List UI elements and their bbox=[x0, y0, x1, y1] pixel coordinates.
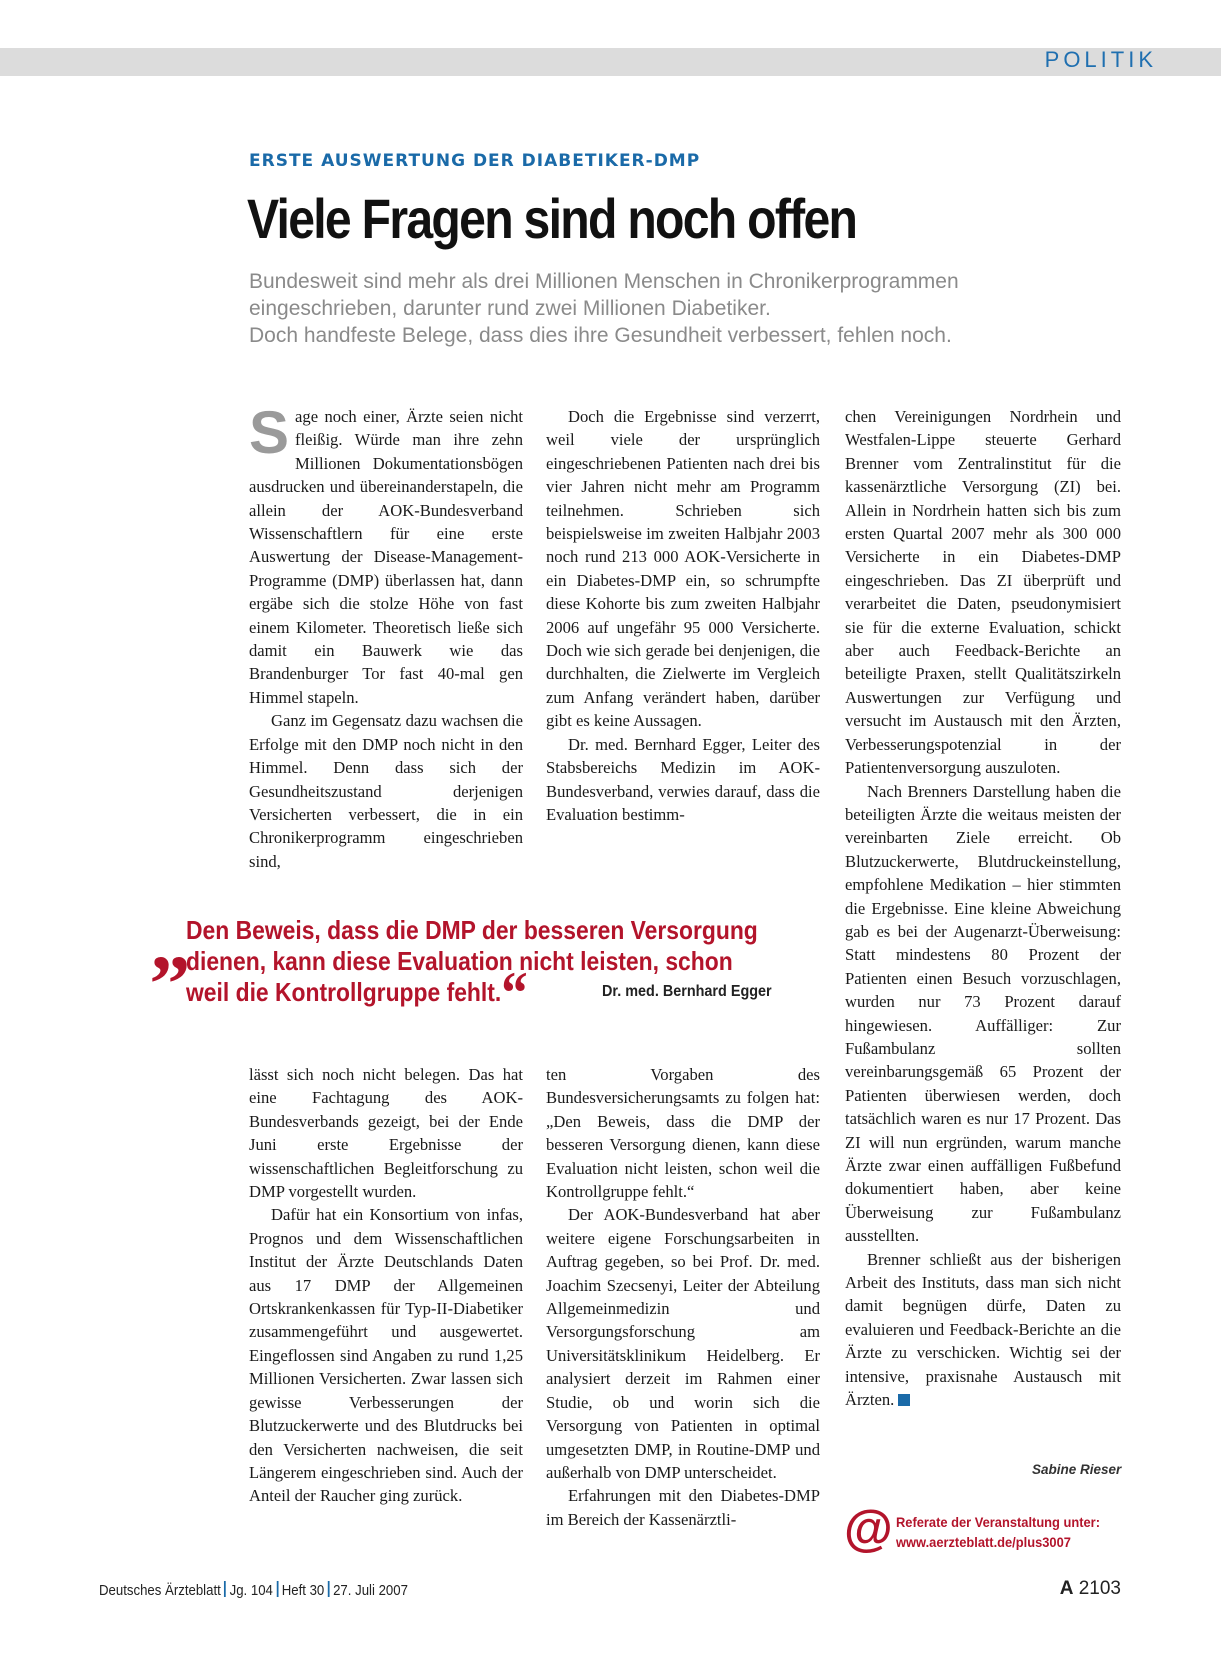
section-label: POLITIK bbox=[1044, 47, 1157, 72]
article-lead bbox=[249, 268, 1149, 349]
paragraph: Erfahrungen mit den Diabetes-DMP im Bereich der Kassenärztli- bbox=[546, 1486, 820, 1529]
drop-cap: S bbox=[249, 405, 290, 466]
lead-line: Doch handfeste Belege, dass dies ihre Gesundheit verbessert, fehlen noch. bbox=[249, 324, 952, 347]
column-2-bottom bbox=[546, 1063, 820, 1531]
paragraph: Dafür hat ein Konsortium von infas, Prognos und dem Wissenschaftlichen Institut der Ärzte Deutschlands Daten aus 17 DMP der Allgemeinen Ortskrankenkassen für Typ-II-Diabetiker zusammengeführt und ausgewertet. Eingeflossen sind Angaben zu rund 1,25 Millionen Versicherten. Zwar lassen sich gewisse Verbesserungen der Blutzuckerwerte und des Blutdrucks bei den Versicherten nachweisen, die seit Längerem eingeschrieben sind. Auch der Anteil der Raucher ging zurück. bbox=[249, 1205, 523, 1506]
section-header-bar bbox=[0, 48, 1221, 76]
paragraph: Ganz im Gegensatz dazu wachsen die Erfolge mit den DMP noch nicht in den Himmel. Denn dass sich der Gesundheitszustand derjenigen Versicherten verbessert, die in ein Chronikerprogramm eingeschrieben sind, bbox=[249, 711, 523, 871]
column-2-top bbox=[546, 405, 820, 875]
pull-quote-line: dienen, kann diese Evaluation nicht leisten, schon bbox=[186, 946, 733, 976]
quote-close-mark: “ bbox=[501, 960, 528, 1026]
reference-label: Referate der Veranstaltung unter: bbox=[896, 1514, 1100, 1530]
column-3 bbox=[845, 405, 1121, 1411]
at-sign-icon: @ bbox=[844, 1500, 893, 1556]
page-number-value: 2103 bbox=[1078, 1578, 1121, 1599]
paragraph bbox=[845, 1248, 1121, 1412]
article-byline: Sabine Rieser bbox=[1032, 1462, 1122, 1477]
paragraph bbox=[249, 405, 523, 709]
paragraph: Doch die Ergebnisse sind verzerrt, weil viele der ursprünglich eingeschriebenen Patienten nach drei bis vier Jahren nicht mehr am Programm teilnehmen. Schrieben sich beispielsweise im zweiten Halbjahr 2003 noch rund 213 000 AOK-Versicherte in ein Diabetes-DMP ein, so schrumpfte diese Kohorte bis zum zweiten Halbjahr 2006 auf ungefähr 95 000 Versicherte. Doch wie sich gerade bei denjenigen, die durchhalten, die Zielwerte im Vergleich zum Anfang verändert haben, darüber gibt es keine Aussagen. bbox=[546, 407, 820, 731]
pull-quote-line: Den Beweis, dass die DMP der besseren Versorgung bbox=[186, 915, 758, 945]
lead-line: Bundesweit sind mehr als drei Millionen Menschen in Chronikerprogrammen bbox=[249, 270, 959, 293]
column-1-bottom bbox=[249, 1063, 523, 1508]
paragraph: lässt sich noch nicht belegen. Das hat eine Fachtagung des AOK-Bundesverbands gezeigt, bei der Ende Juni erste Ergebnisse der wissenschaftlichen Begleitforschung zu DMP vorgestellt wurden. bbox=[249, 1065, 523, 1202]
page-footer bbox=[99, 1581, 408, 1599]
pull-quote-line: weil die Kontrollgruppe fehlt. bbox=[186, 977, 502, 1007]
column-1-top bbox=[249, 405, 523, 875]
paragraph: Nach Brenners Darstellung haben die beteiligten Ärzte die weitaus meisten der vereinbarten Ziele erreicht. Ob Blutzuckerwerte, Blutdruckeinstellung, empfohlene Medikation – hier stimmten die Ergebnisse. Eine kleine Abweichung gab es bei der Augenarzt-Überweisung: Statt mindestens 80 Prozent der Patienten einen Besuch vorzuschlagen, wurden nur 73 Prozent darauf hingewiesen. Auffälliger: Zur Fußambulanz sollten vereinbarungsgemäß 65 Prozent der Patienten überwiesen werden, doch tatsächlich waren es nur 17 Prozent. Das ZI will nun ergründen, warum manche Ärzte zwar einen auffälligen Fußbefund dokumentiert haben, aber keine Überweisung zur Fußambulanz ausstellten. bbox=[845, 781, 1121, 1246]
article-kicker: ERSTE AUSWERTUNG DER DIABETIKER-DMP bbox=[249, 151, 701, 171]
paragraph-text: Brenner schließt aus der bisherigen Arbeit des Instituts, dass man sich nicht damit begnügen dürfe, Daten zu evaluieren und Feedback-Berichte an die Ärzte zu verschicken. Wichtig sei der intensive, praxisnahe Austausch mit Ärzten. bbox=[845, 1249, 1121, 1410]
journal-volume: Jg. 104 bbox=[229, 1582, 273, 1599]
article-headline: Viele Fragen sind noch offen bbox=[247, 187, 857, 250]
paragraph-text: age noch einer, Ärzte seien nicht fleißig. Würde man ihre zehn Millionen Dokumentationsbögen ausdrucken und übereinanderstapeln, die allein der AOK-Bundesverband Wissenschaftlern für eine erste Auswertung der Disease-Management-Programme (DMP) überlassen hat, dann ergäbe sich die stolze Höhe von fast einem Kilometer. Theoretisch ließe sich damit ein Bauwerk wie das Brandenburger Tor fast 40-mal gen Himmel stapeln. bbox=[249, 407, 523, 707]
end-of-article-square-icon bbox=[898, 1394, 910, 1406]
lead-line: eingeschrieben, darunter rund zwei Millionen Diabetiker. bbox=[249, 297, 771, 320]
reference-box bbox=[896, 1512, 1100, 1552]
journal-issue: Heft 30 bbox=[281, 1582, 325, 1599]
reference-link[interactable]: www.aerzteblatt.de/plus3007 bbox=[896, 1534, 1071, 1550]
journal-name: Deutsches Ärzteblatt bbox=[99, 1582, 221, 1599]
paragraph: chen Vereinigungen Nordrhein und Westfalen-Lippe steuerte Gerhard Brenner vom Zentralinstitut für die kassenärztliche Versorgung (ZI) bei. Allein in Nordrhein hatten sich bis zum ersten Quartal 2007 mehr als 300 000 Versicherte in ein Diabetes-DMP eingeschrieben. Das ZI überprüft und verarbeitet die Daten, pseudonymisiert sie für die externe Evaluation, schickt aber auch Feedback-Berichte an beteiligte Praxen, stellt Qualitätszirkeln Auswertungen zur Verfügung und versucht im Austausch mit den Ärzten, Verbesserungspotenzial in der Patientenversorgung auszuloten. bbox=[845, 407, 1121, 778]
journal-date: 27. Juli 2007 bbox=[333, 1582, 408, 1599]
paragraph: Der AOK-Bundesverband hat aber weitere eigene Forschungsarbeiten in Auftrag gegeben, so bei Prof. Dr. med. Joachim Szecsenyi, Leiter der Abteilung Allgemeinmedizin und Versorgungsforschung am Universitätsklinikum Heidelberg. Er analysiert derzeit im Rahmen einer Studie, ob und worin sich die Versorgung von Patienten in optimal umgesetzten DMP, in Routine-DMP und außerhalb von DMP unterscheidet. bbox=[546, 1205, 820, 1482]
page-prefix: A bbox=[1059, 1578, 1074, 1599]
footer-separator bbox=[224, 1581, 226, 1597]
pull-quote-author: Dr. med. Bernhard Egger bbox=[602, 983, 772, 1000]
quote-open-mark: „ bbox=[150, 896, 191, 987]
paragraph: Dr. med. Bernhard Egger, Leiter des Stabsbereichs Medizin im AOK-Bundesverband, verwies darauf, dass die Evaluation bestimm- bbox=[546, 734, 820, 824]
paragraph: ten Vorgaben des Bundesversicherungsamts zu folgen hat: „Den Beweis, dass die DMP der besseren Versorgung dienen, kann diese Evaluation nicht leisten, schon weil die Kontrollgruppe fehlt.“ bbox=[546, 1065, 820, 1202]
page-number bbox=[1060, 1578, 1121, 1600]
footer-separator bbox=[276, 1581, 278, 1597]
footer-separator bbox=[328, 1581, 330, 1597]
